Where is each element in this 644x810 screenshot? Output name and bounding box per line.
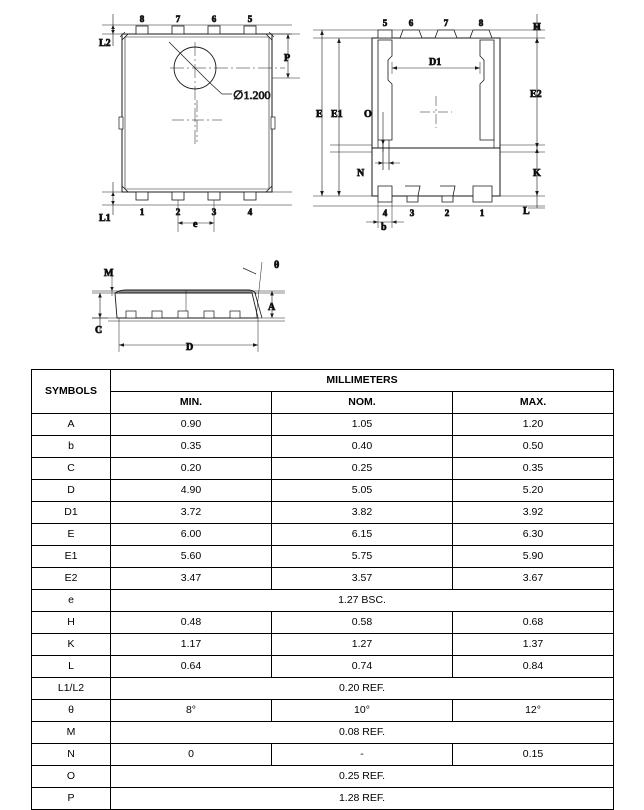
package-dimensions-table-wrap xyxy=(31,369,613,810)
cell-min: 0.35 xyxy=(111,436,272,458)
top-view-pin-1: 1 xyxy=(139,207,145,217)
top-view-pin-3: 3 xyxy=(211,207,217,217)
bottom-view-pin-5: 5 xyxy=(382,18,388,28)
table-row xyxy=(32,678,614,700)
table-header-row-units xyxy=(32,370,614,392)
cell-symbol: K xyxy=(32,634,111,656)
table-row xyxy=(32,502,614,524)
dim-label-m: M xyxy=(104,268,114,279)
top-view-pin-8: 8 xyxy=(139,14,145,24)
bottom-view-pin-2: 2 xyxy=(444,208,450,218)
bottom-view-pin-4: 4 xyxy=(382,208,388,218)
cell-min: 0.90 xyxy=(111,414,272,436)
table-head xyxy=(32,370,614,414)
diameter-callout: ∅1.200 xyxy=(233,88,271,102)
dim-label-c: C xyxy=(95,325,103,336)
cell-symbol: E xyxy=(32,524,111,546)
cell-symbol: b xyxy=(32,436,111,458)
cell-symbol: H xyxy=(32,612,111,634)
cell-max: 0.35 xyxy=(453,458,614,480)
cell-min: 8° xyxy=(111,700,272,722)
table-row xyxy=(32,546,614,568)
cell-max: 3.67 xyxy=(453,568,614,590)
cell-min: 0.64 xyxy=(111,656,272,678)
cell-min: 0 xyxy=(111,744,272,766)
cell-nom: 0.25 xyxy=(272,458,453,480)
cell-span-value: 0.25 REF. xyxy=(111,766,614,788)
table-row xyxy=(32,436,614,458)
table-body xyxy=(32,414,614,810)
table-row xyxy=(32,590,614,612)
dim-label-o: O xyxy=(364,109,372,120)
bottom-view-pin-3: 3 xyxy=(409,208,415,218)
header-max: MAX. xyxy=(453,392,614,414)
side-view-group xyxy=(92,260,285,353)
dim-label-l2: L2 xyxy=(99,38,111,49)
cell-max: 5.90 xyxy=(453,546,614,568)
table-row xyxy=(32,458,614,480)
dim-label-e-pitch: e xyxy=(193,219,198,230)
cell-max: 5.20 xyxy=(453,480,614,502)
dim-label-l1: L1 xyxy=(99,213,111,224)
dim-label-e: E xyxy=(316,109,323,120)
cell-symbol: A xyxy=(32,414,111,436)
table-row xyxy=(32,788,614,810)
package-drawings xyxy=(0,0,644,362)
table-row xyxy=(32,656,614,678)
cell-symbol: θ xyxy=(32,700,111,722)
bottom-view-pin-6: 6 xyxy=(408,18,414,28)
cell-symbol: E2 xyxy=(32,568,111,590)
table-header-row-columns xyxy=(32,392,614,414)
cell-symbol: L1/L2 xyxy=(32,678,111,700)
cell-symbol: D xyxy=(32,480,111,502)
dim-label-d: D xyxy=(186,342,194,353)
cell-max: 1.20 xyxy=(453,414,614,436)
dim-label-b: b xyxy=(381,222,387,233)
table-row xyxy=(32,722,614,744)
cell-min: 6.00 xyxy=(111,524,272,546)
cell-max: 0.84 xyxy=(453,656,614,678)
cell-min: 3.47 xyxy=(111,568,272,590)
top-view-pin-5: 5 xyxy=(247,14,253,24)
cell-max: 6.30 xyxy=(453,524,614,546)
header-symbols: SYMBOLS xyxy=(32,370,111,414)
cell-nom: 0.58 xyxy=(272,612,453,634)
dim-label-p: P xyxy=(284,53,291,64)
cell-max: 0.15 xyxy=(453,744,614,766)
bottom-view-group xyxy=(313,14,545,233)
cell-span-value: 0.20 REF. xyxy=(111,678,614,700)
drawing-canvas xyxy=(0,0,644,362)
cell-symbol: L xyxy=(32,656,111,678)
package-dimensions-table xyxy=(31,369,614,810)
cell-min: 0.48 xyxy=(111,612,272,634)
bottom-view-pin-1: 1 xyxy=(479,208,485,218)
cell-nom: 3.57 xyxy=(272,568,453,590)
cell-span-value: 1.27 BSC. xyxy=(111,590,614,612)
table-row xyxy=(32,700,614,722)
cell-min: 5.60 xyxy=(111,546,272,568)
cell-nom: 5.75 xyxy=(272,546,453,568)
top-view-pin-4: 4 xyxy=(247,207,253,217)
cell-nom: 0.40 xyxy=(272,436,453,458)
dim-label-a: A xyxy=(268,302,276,313)
cell-min: 4.90 xyxy=(111,480,272,502)
table-row xyxy=(32,568,614,590)
cell-symbol: C xyxy=(32,458,111,480)
top-view-pin-2: 2 xyxy=(175,207,181,217)
dim-label-theta: θ xyxy=(274,260,280,271)
cell-span-value: 1.28 REF. xyxy=(111,788,614,810)
table-row xyxy=(32,612,614,634)
table-row xyxy=(32,524,614,546)
top-view-group xyxy=(99,14,300,232)
table-row xyxy=(32,414,614,436)
cell-symbol: E1 xyxy=(32,546,111,568)
dim-label-e2: E2 xyxy=(530,89,542,100)
cell-max: 1.37 xyxy=(453,634,614,656)
dim-label-h: H xyxy=(533,22,541,33)
cell-nom: - xyxy=(272,744,453,766)
cell-nom: 10° xyxy=(272,700,453,722)
cell-min: 3.72 xyxy=(111,502,272,524)
cell-symbol: N xyxy=(32,744,111,766)
top-view-pin-6: 6 xyxy=(211,14,217,24)
dim-label-l: L xyxy=(523,206,530,217)
cell-symbol: P xyxy=(32,788,111,810)
table-row xyxy=(32,634,614,656)
cell-max: 3.92 xyxy=(453,502,614,524)
top-view-pin-7: 7 xyxy=(175,14,181,24)
cell-max: 0.50 xyxy=(453,436,614,458)
cell-symbol: O xyxy=(32,766,111,788)
dim-label-d1: D1 xyxy=(429,57,442,68)
header-min: MIN. xyxy=(111,392,272,414)
cell-max: 12° xyxy=(453,700,614,722)
cell-symbol: e xyxy=(32,590,111,612)
cell-nom: 1.05 xyxy=(272,414,453,436)
table-row xyxy=(32,766,614,788)
bottom-view-pin-7: 7 xyxy=(443,18,449,28)
cell-nom: 0.74 xyxy=(272,656,453,678)
cell-max: 0.68 xyxy=(453,612,614,634)
cell-min: 1.17 xyxy=(111,634,272,656)
cell-nom: 5.05 xyxy=(272,480,453,502)
cell-nom: 3.82 xyxy=(272,502,453,524)
table-row xyxy=(32,480,614,502)
cell-nom: 1.27 xyxy=(272,634,453,656)
dim-label-e1: E1 xyxy=(331,109,343,120)
table-row xyxy=(32,744,614,766)
cell-symbol: M xyxy=(32,722,111,744)
cell-span-value: 0.08 REF. xyxy=(111,722,614,744)
dim-label-n: N xyxy=(357,168,365,179)
dim-label-k: K xyxy=(533,168,541,179)
bottom-view-pin-8: 8 xyxy=(478,18,484,28)
header-nom: NOM. xyxy=(272,392,453,414)
header-millimeters: MILLIMETERS xyxy=(111,370,614,392)
cell-symbol: D1 xyxy=(32,502,111,524)
cell-nom: 6.15 xyxy=(272,524,453,546)
cell-min: 0.20 xyxy=(111,458,272,480)
